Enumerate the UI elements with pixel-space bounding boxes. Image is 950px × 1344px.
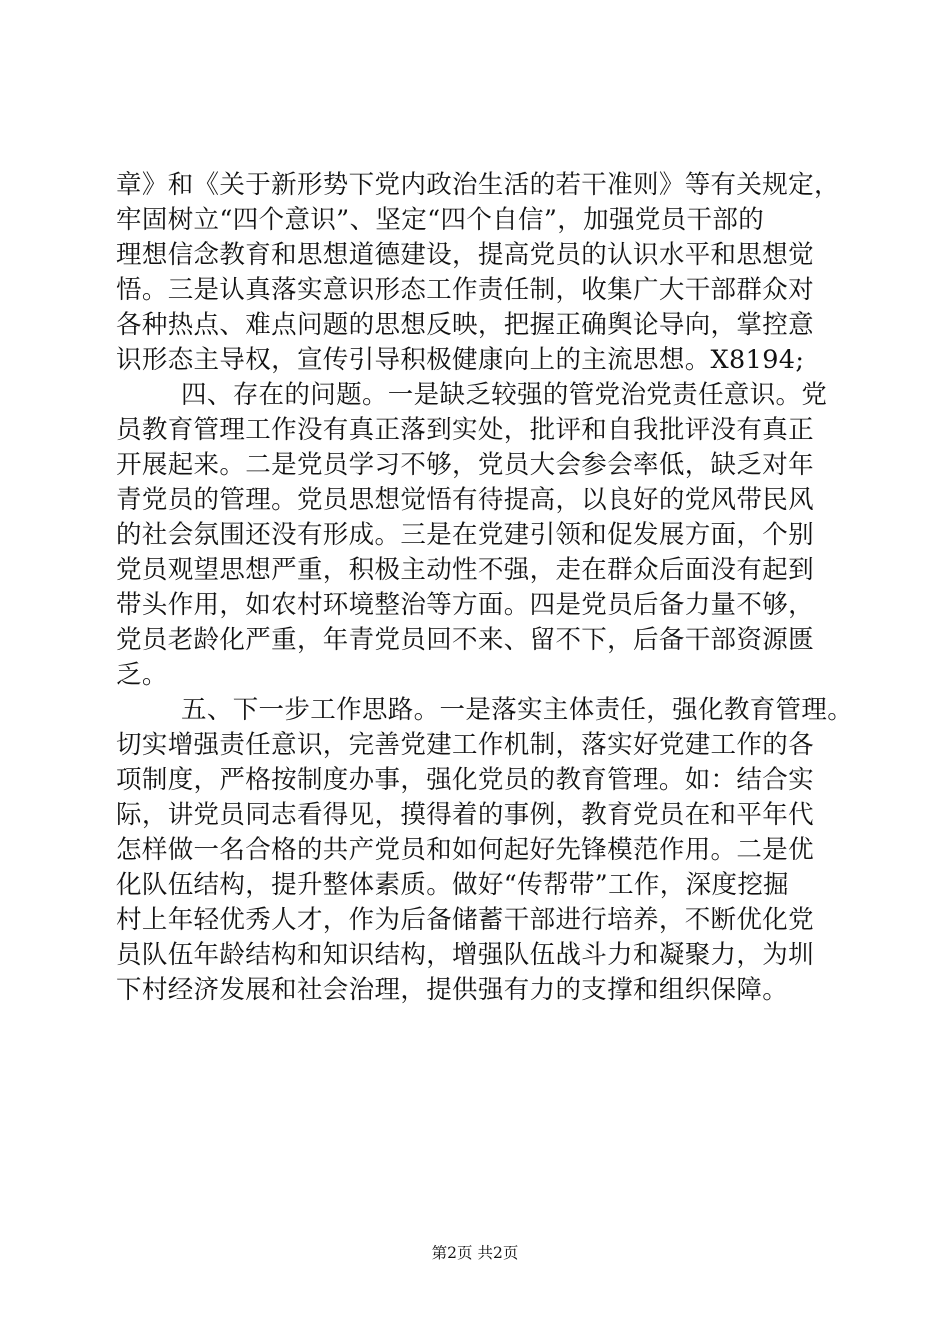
text-line: 带头作用，如农村环境整治等方面。四是党员后备力量不够， bbox=[116, 590, 814, 620]
text-line: 党员老龄化严重，年青党员回不来、留不下，后备干部资源匮 bbox=[116, 625, 814, 655]
page-number-footer: 第2页 共2页 bbox=[431, 1244, 519, 1262]
document-body bbox=[116, 168, 854, 1008]
text-line: 理想信念教育和思想道德建设，提高党员的认识水平和思想觉 bbox=[116, 240, 814, 270]
text-line: 员教育管理工作没有真正落到实处，批评和自我批评没有真正 bbox=[116, 415, 814, 445]
text-line: 乏。 bbox=[116, 660, 168, 690]
text-line: 各种热点、难点问题的思想反映，把握正确舆论导向，掌控意 bbox=[116, 310, 814, 340]
section-five-heading-line: 五、下一步工作思路。一是落实主体责任，强化教育管理。 bbox=[181, 695, 854, 725]
text-line: 青党员的管理。党员思想觉悟有待提高，以良好的党风带民风 bbox=[116, 485, 814, 515]
text-line: 章》和《关于新形势下党内政治生活的若干准则》等有关规定， bbox=[116, 170, 840, 200]
text-line: 开展起来。二是党员学习不够，党员大会参会率低，缺乏对年 bbox=[116, 450, 814, 480]
text-line: 村上年轻优秀人才，作为后备储蓄干部进行培养，不断优化党 bbox=[116, 905, 814, 935]
text-line: 下村经济发展和社会治理，提供强有力的支撑和组织保障。 bbox=[116, 975, 789, 1005]
section-four-heading-line: 四、存在的问题。一是缺乏较强的管党治党责任意识。党 bbox=[181, 380, 828, 410]
text-line: 切实增强责任意识，完善党建工作机制，落实好党建工作的各 bbox=[116, 730, 814, 760]
text-line: 化队伍结构，提升整体素质。做好“传帮带”工作，深度挖掘 bbox=[116, 870, 790, 900]
text-line: 员队伍年龄结构和知识结构，增强队伍战斗力和凝聚力，为圳 bbox=[116, 940, 814, 970]
text-line: 牢固树立“四个意识”、坚定“四个自信”，加强党员干部的 bbox=[116, 205, 765, 235]
text-line: 怎样做一名合格的共产党员和如何起好先锋模范作用。二是优 bbox=[116, 835, 814, 865]
text-line: 悟。三是认真落实意识形态工作责任制，收集广大干部群众对 bbox=[116, 275, 814, 305]
text-line: 党员观望思想严重，积极主动性不强，走在群众后面没有起到 bbox=[116, 555, 814, 585]
text-line: 的社会氛围还没有形成。三是在党建引领和促发展方面，个别 bbox=[116, 520, 814, 550]
text-line: 项制度，严格按制度办事，强化党员的教育管理。如：结合实 bbox=[116, 765, 814, 795]
text-line: 际，讲党员同志看得见，摸得着的事例，教育党员在和平年代 bbox=[116, 800, 814, 830]
text-line: 识形态主导权，宣传引导积极健康向上的主流思想。X8194; bbox=[116, 345, 805, 375]
